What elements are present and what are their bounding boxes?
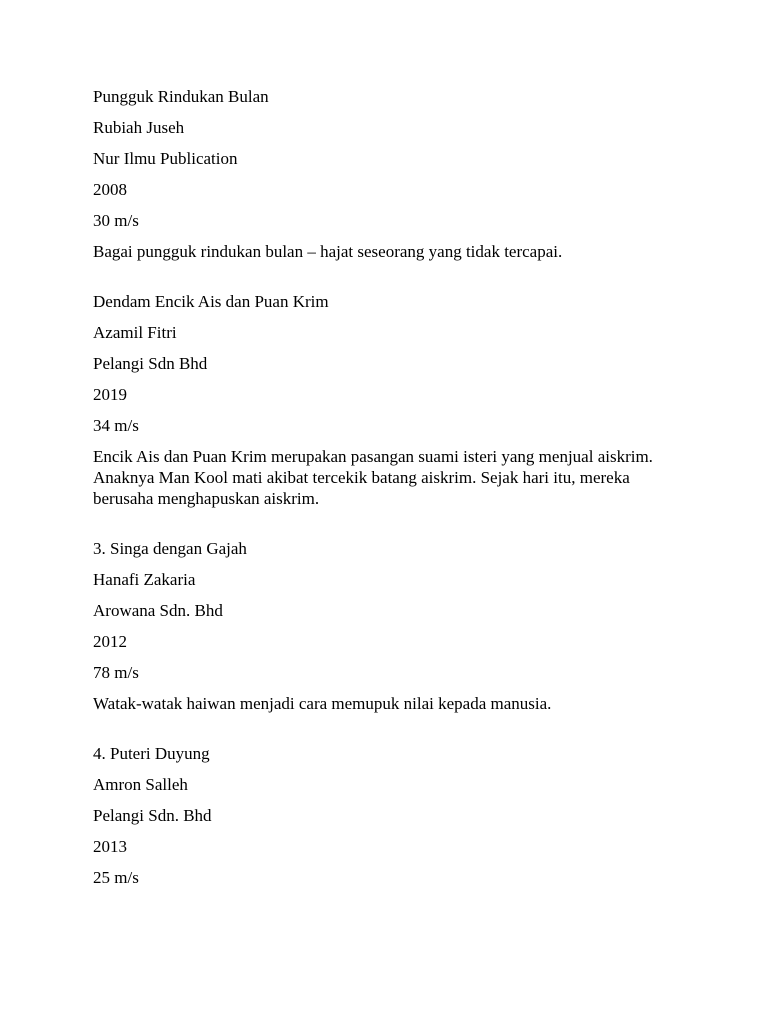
- book-publisher: Pelangi Sdn Bhd: [93, 354, 208, 373]
- book-year: 2019: [93, 385, 127, 404]
- book-pages: 34 m/s: [93, 416, 139, 435]
- book-entry-2: [93, 291, 688, 509]
- book-title: 3. Singa dengan Gajah: [93, 539, 247, 558]
- book-title: 4. Puteri Duyung: [93, 744, 210, 763]
- book-entry-4: [93, 743, 688, 888]
- book-publisher: Pelangi Sdn. Bhd: [93, 806, 212, 825]
- book-entry-1: [93, 86, 688, 262]
- book-title: Dendam Encik Ais dan Puan Krim: [93, 292, 329, 311]
- book-publisher: Nur Ilmu Publication: [93, 149, 238, 168]
- book-year: 2013: [93, 837, 127, 856]
- book-summary: Bagai pungguk rindukan bulan – hajat seseorang yang tidak tercapai.: [93, 242, 563, 261]
- book-entry-3: [93, 538, 688, 714]
- book-year: 2012: [93, 632, 127, 651]
- book-author: Hanafi Zakaria: [93, 570, 196, 589]
- book-year: 2008: [93, 180, 127, 199]
- book-summary: Watak-watak haiwan menjadi cara memupuk nilai kepada manusia.: [93, 694, 552, 713]
- book-author: Azamil Fitri: [93, 323, 177, 342]
- book-author: Rubiah Juseh: [93, 118, 185, 137]
- book-pages: 25 m/s: [93, 868, 139, 887]
- book-pages: 30 m/s: [93, 211, 139, 230]
- book-summary: Encik Ais dan Puan Krim merupakan pasangan suami isteri yang menjual aiskrim. Anaknya Man Kool mati akibat tercekik batang aiskrim. Sejak hari itu, mereka berusaha menghapuskan aiskrim.: [93, 447, 653, 508]
- book-title: Pungguk Rindukan Bulan: [93, 87, 269, 106]
- book-publisher: Arowana Sdn. Bhd: [93, 601, 223, 620]
- book-author: Amron Salleh: [93, 775, 188, 794]
- book-pages: 78 m/s: [93, 663, 139, 682]
